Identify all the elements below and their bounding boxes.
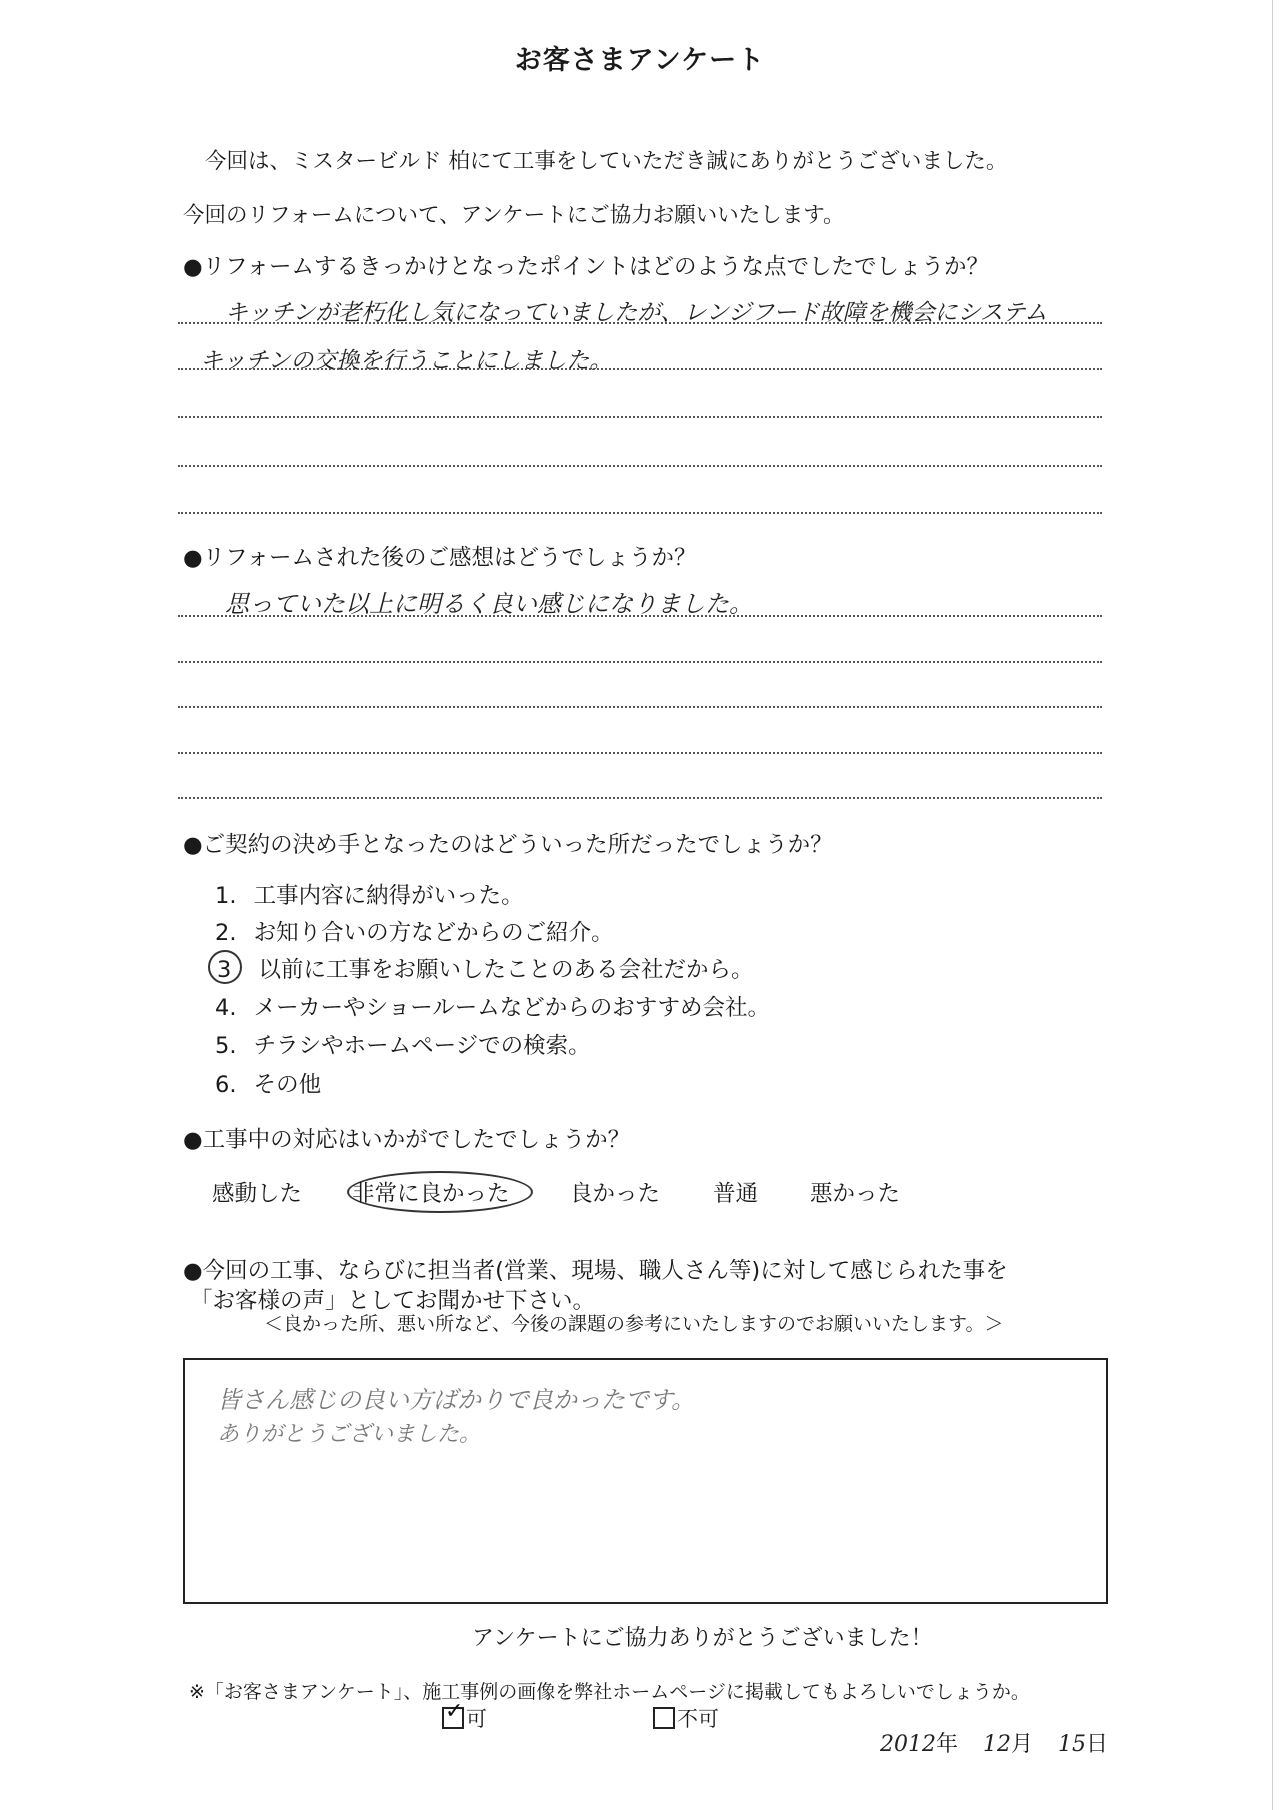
answer-line [178,512,1102,514]
option-text: その他 [253,1072,322,1098]
answer-line [178,661,1102,663]
date-day: 15 [1058,1732,1087,1757]
q1-answer-line-2: キッチンの交換を行うことにしました。 [200,348,613,374]
permission-yes[interactable] [442,1699,487,1733]
option-number: 2. [215,920,237,946]
option-number: 6. [215,1072,237,1098]
rating-good: 良かった [570,1181,661,1207]
closing-thanks: アンケートにご協力ありがとうございました！ [472,1626,933,1651]
rating-average: 普通 [713,1181,759,1207]
answer-line [178,797,1102,799]
answer-line [178,416,1102,418]
q3-option-3 [217,952,754,984]
yes-checkbox[interactable] [442,1699,464,1729]
page-title: お客さまアンケート [514,45,766,76]
option-number: 3 [217,957,232,983]
no-checkbox[interactable] [653,1707,675,1729]
q5-question-line-1: ●今回の工事、ならびに担当者(営業、現場、職人さん等)に対して感じられた事を [183,1258,1008,1284]
q3-question: ●ご契約の決め手となったのはどういった所だったでしょうか？ [183,832,833,858]
submission-date [880,1727,1108,1758]
intro-line-2: 今回のリフォームについて、アンケートにご協力お願いいたします。 [183,203,845,228]
permission-question: ※「お客さまアンケート」、施工事例の画像を弊社ホームページに掲載してもよろしいでしょうか。 [189,1681,1030,1703]
q2-answer: 思っていた以上に明るく良い感じになりました。 [225,590,753,618]
customer-voice-box [183,1358,1108,1604]
date-month-unit: 月 [1011,1732,1034,1757]
option-number: 1. [215,883,237,909]
rating-bad: 悪かった [810,1181,901,1207]
q1-question: ●リフォームするきっかけとなったポイントはどのような点でしたでしょうか？ [183,254,990,280]
q3-option-5 [215,1028,591,1060]
answer-line [178,615,1102,617]
answer-line [178,465,1102,467]
q5-question-line-2: 「お客様の声」としてお聞かせ下さい。 [190,1288,596,1314]
q3-option-2 [215,915,614,947]
option-text: 以前に工事をお願いしたことのある会社だから。 [258,957,754,983]
answer-line [178,322,1102,324]
date-year: 2012 [880,1732,936,1757]
q3-option-6 [215,1067,321,1099]
answer-line [178,752,1102,754]
option-text: メーカーやショールームなどからのおすすめ会社。 [253,995,771,1021]
q4-question: ●工事中の対応はいかがでしたでしょうか？ [183,1127,631,1153]
scan-edge [1272,0,1273,1810]
check-mark-icon: ✓ [445,1699,464,1724]
option-number: 4. [215,995,237,1021]
date-month: 12 [983,1732,1012,1757]
q3-option-4 [215,990,770,1022]
intro-line-1: 今回は、ミスタービルド 柏にて工事をしていただき誠にありがとうございました。 [205,149,1008,174]
rating-moved: 感動した [212,1181,303,1207]
answer-line [178,368,1102,370]
date-year-unit: 年 [936,1732,959,1757]
q1-answer-line-1: キッチンが老朽化し気になっていましたが、レンジフード故障を機会にシステム [225,300,1048,326]
option-number: 5. [215,1033,237,1059]
option-text: 工事内容に納得がいった。 [253,883,524,909]
yes-label: 可 [466,1707,487,1731]
q5-subnote: ＜良かった所、悪い所など、今後の課題の参考にいたしますのでお願いいたします。＞ [264,1313,1004,1335]
q3-option-1 [215,878,524,910]
q5-answer-line-2: ありがとうございました。 [217,1422,482,1447]
q5-answer-line-1: 皆さん感じの良い方ばかりで良かったです。 [217,1386,696,1414]
permission-no[interactable] [653,1703,719,1733]
answer-line [178,706,1102,708]
rating-very-good: 非常に良かった [352,1181,510,1207]
no-label: 不可 [677,1707,719,1731]
option-text: お知り合いの方などからのご紹介。 [253,920,614,946]
q2-question: ●リフォームされた後のご感想はどうでしょうか？ [183,545,697,571]
option-text: チラシやホームページでの検索。 [253,1033,591,1059]
date-day-unit: 日 [1086,1732,1109,1757]
